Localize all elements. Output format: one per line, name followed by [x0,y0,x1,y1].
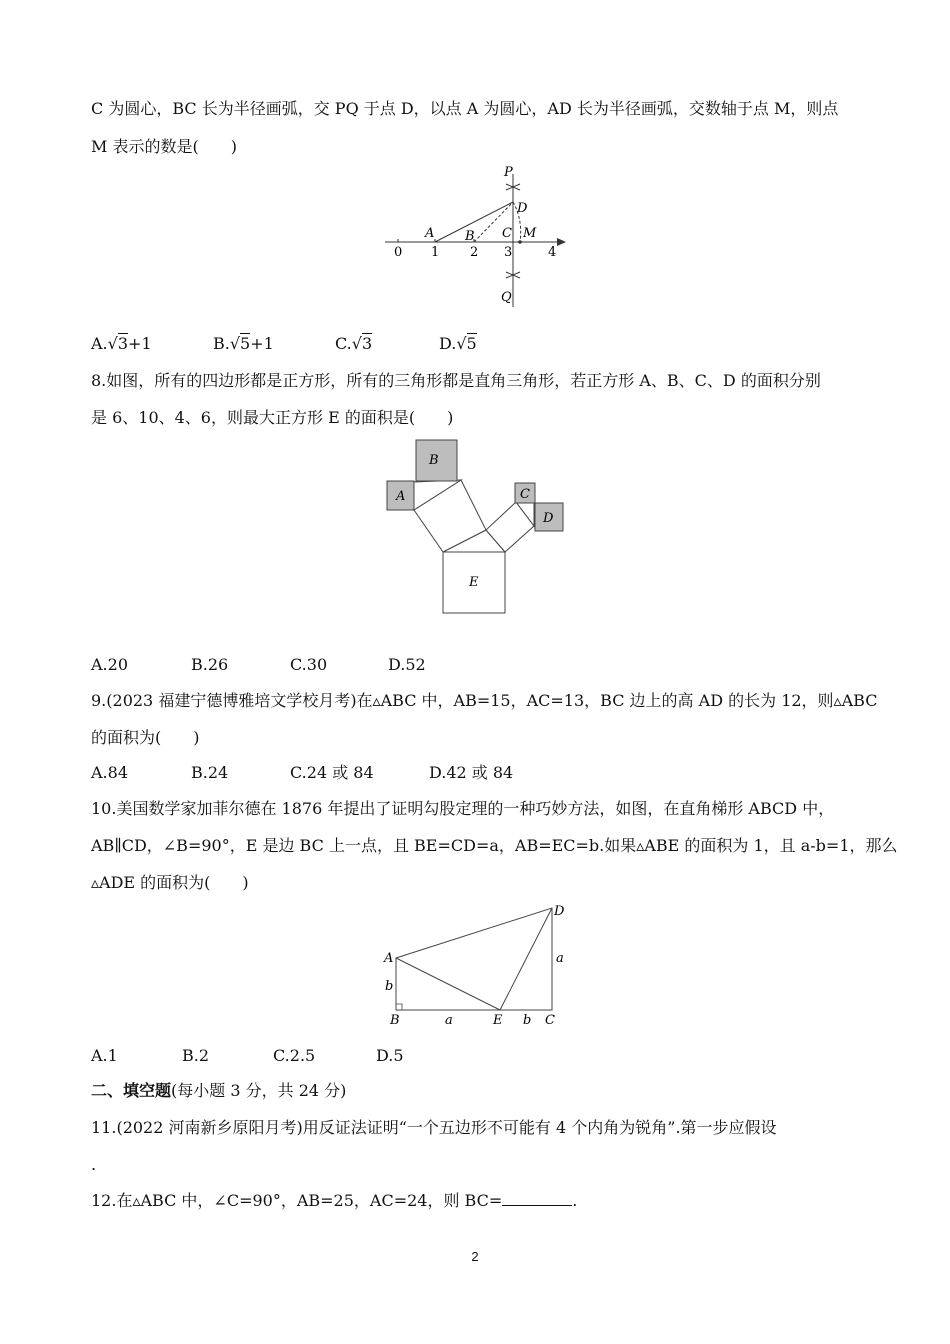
q10-option-b[interactable]: B.2 [182,1046,210,1065]
q10-text-line2: AB∥CD，∠B=90°，E 是边 BC 上一点，且 BE=CD=a，AB=EC=b.如果▵ABE 的面积为 1，且 a-b=1，那么 [91,836,898,855]
q8-label-B: B [429,453,439,468]
q7-label-D: D [517,201,528,216]
q10-label-A: A [384,951,394,966]
q10-label-E: E [493,1013,503,1028]
q9-text-line2: 的面积为( ) [91,728,200,747]
q8-label-A: A [396,489,406,504]
q8-option-a[interactable]: A.20 [91,655,128,674]
q8-label-C: C [520,487,530,502]
q7-label-A: A [425,226,435,241]
q10-text-line1: 10.美国数学家加菲尔德在 1876 年提出了证明勾股定理的一种巧妙方法，如图，在直角梯形 ABCD 中， [91,799,835,818]
q11-text-line1: 11.(2022 河南新乡原阳月考)用反证法证明“一个五边形不可能有 4 个内角为锐角”.第一步应假设 [91,1118,777,1137]
q7-tick-1: 1 [431,245,440,260]
q11-text-line2: . [91,1155,97,1174]
q10-trapezoid-figure [380,898,580,1033]
q9-option-d[interactable]: D.42 或 84 [429,763,514,782]
q7-options [91,334,891,358]
q10-option-a[interactable]: A.1 [91,1046,118,1065]
q7-option-a[interactable]: A.√3+1 [91,334,152,353]
section-title: 二、填空题 [91,1081,172,1100]
q7-tick-2: 2 [470,245,479,260]
q7-tick-0: 0 [394,245,403,260]
q8-label-E: E [469,575,479,590]
section-heading [91,1081,346,1101]
q8-text-line1: 8.如图，所有的四边形都是正方形，所有的三角形都是直角三角形，若正方形 A、B、C、D 的面积分别 [91,371,821,390]
q7-tick-3: 3 [504,245,513,260]
section-note: (每小题 3 分，共 24 分) [171,1081,347,1100]
q7-label-M: M [523,226,537,241]
q7-label-B: B [465,229,475,244]
q10-label-D: D [554,904,565,919]
q8-squares-figure [383,436,568,618]
q7-text-line2: M 表示的数是( ) [91,137,237,156]
q7-option-c[interactable]: C.√3 [335,334,373,353]
q7-label-P: P [504,165,513,180]
q12-text [91,1191,577,1211]
q7-label-Q: Q [501,290,512,305]
q7-option-d[interactable]: D.√5 [439,334,477,353]
page-number: 2 [471,1249,479,1264]
q8-label-D: D [543,511,554,526]
q10-label-b-bottom: b [523,1013,532,1028]
q9-option-a[interactable]: A.84 [91,763,128,782]
q8-option-d[interactable]: D.52 [388,655,426,674]
q7-label-C: C [502,226,512,241]
q9-option-c[interactable]: C.24 或 84 [290,763,374,782]
q9-option-b[interactable]: B.24 [191,763,229,782]
q8-option-c[interactable]: C.30 [290,655,328,674]
q9-text-line1: 9.(2023 福建宁德博雅培文学校月考)在▵ABC 中，AB=15，AC=13，BC 边上的高 AD 的长为 12，则▵ABC [91,691,878,710]
q9-options [91,763,891,785]
q10-label-a-bottom: a [445,1013,453,1028]
q10-options [91,1046,891,1068]
q12-end: . [572,1191,578,1210]
q10-option-d[interactable]: D.5 [376,1046,404,1065]
q7-number-line-figure [380,162,580,312]
q10-option-c[interactable]: C.2.5 [273,1046,316,1065]
q10-label-a-right: a [556,951,564,966]
q7-text-line1: C 为圆心，BC 长为半径画弧，交 PQ 于点 D，以点 A 为圆心，AD 长为半径画弧，交数轴于点 M，则点 [91,99,839,118]
q12-stem: 12.在▵ABC 中，∠C=90°，AB=25，AC=24，则 BC= [91,1191,503,1210]
q10-label-B: B [390,1013,400,1028]
q8-options [91,655,891,677]
q10-text-line3: ▵ADE 的面积为( ) [91,873,249,892]
q8-option-b[interactable]: B.26 [191,655,229,674]
q10-label-C: C [545,1013,555,1028]
q7-tick-4: 4 [548,245,557,260]
q7-option-b[interactable]: B.√5+1 [213,334,274,353]
q12-answer-blank[interactable] [502,1191,572,1206]
q8-text-line2: 是 6、10、4、6，则最大正方形 E 的面积是( ) [91,408,454,427]
q10-label-b-left: b [385,979,394,994]
